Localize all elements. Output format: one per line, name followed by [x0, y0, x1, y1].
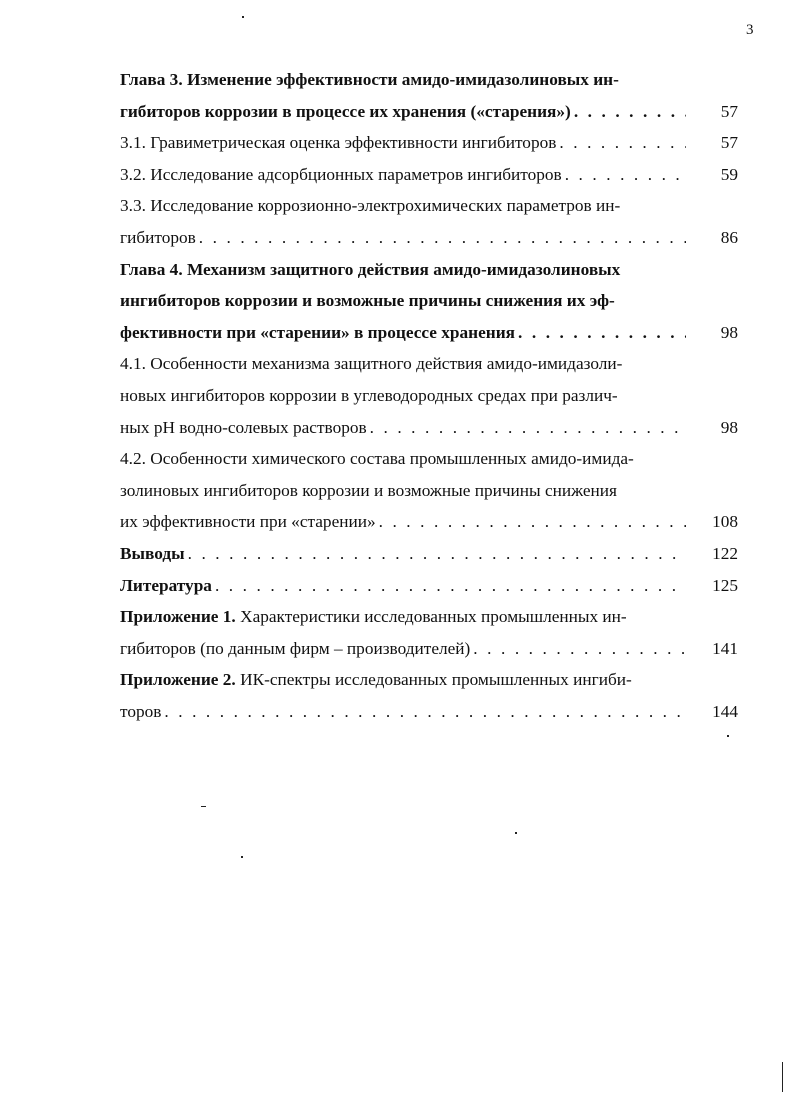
toc-page-number: 98 — [720, 417, 738, 437]
toc-page-number: 57 — [720, 133, 738, 153]
table-of-contents — [120, 70, 738, 733]
toc-line — [120, 670, 738, 702]
toc-entry-text: ИК-спектры исследованных промышленных ингиби- — [235, 670, 632, 690]
toc-line — [120, 70, 738, 102]
toc-page-number: 59 — [720, 164, 738, 184]
toc-line — [120, 544, 738, 576]
toc-line — [120, 291, 738, 323]
toc-line — [120, 512, 738, 544]
toc-line — [120, 702, 738, 734]
toc-entry-text: фективности при «старении» в процессе хранения — [120, 322, 516, 342]
toc-entry-text: гибиторов коррозии в процессе их хранения («старения») — [120, 101, 571, 121]
toc-entry-text: Литература — [120, 575, 212, 595]
toc-entry-appendix-2[interactable] — [120, 670, 738, 733]
toc-entry-text: гибиторов — [120, 227, 196, 247]
toc-entry-text: золиновых ингибиторов коррозии и возможные причины снижения — [120, 480, 617, 500]
dot-leader — [518, 323, 686, 343]
toc-entry-text: новых ингибиторов коррозии в углеводородных средах при различ- — [120, 385, 618, 405]
toc-entry-section-3-2[interactable] — [120, 165, 738, 197]
toc-entry-text: Характеристики исследованных промышленных ин- — [235, 607, 627, 627]
scan-speck — [242, 16, 244, 18]
dot-leader — [199, 228, 686, 248]
toc-entry-text: 3.3. Исследование коррозионно-электрохимических параметров ин- — [120, 196, 621, 216]
toc-line — [120, 449, 738, 481]
toc-line — [120, 418, 738, 450]
dot-leader — [574, 102, 686, 122]
dot-leader — [215, 576, 686, 596]
toc-entry-text: ингибиторов коррозии и возможные причины снижения их эф- — [120, 291, 615, 311]
toc-page-number: 86 — [720, 227, 738, 247]
toc-entry-section-4-1[interactable] — [120, 354, 738, 449]
toc-entry-text: Глава 3. Изменение эффективности амидо-имидазолиновых ин- — [120, 70, 619, 89]
toc-line — [120, 639, 738, 671]
toc-entry-text: торов — [120, 701, 162, 721]
toc-entry-appendix-1[interactable] — [120, 607, 738, 670]
toc-line — [120, 165, 738, 197]
scan-speck — [782, 1062, 783, 1092]
toc-entry-chapter-4[interactable] — [120, 260, 738, 355]
toc-line — [120, 133, 738, 165]
toc-page-number: 57 — [720, 101, 738, 121]
toc-entry-chapter-3[interactable] — [120, 70, 738, 133]
toc-entry-text: Выводы — [120, 543, 185, 563]
toc-line — [120, 354, 738, 386]
toc-line — [120, 196, 738, 228]
toc-page-number: 122 — [712, 543, 738, 563]
dot-leader — [473, 639, 686, 659]
dot-leader — [188, 544, 686, 564]
scan-speck — [201, 806, 206, 807]
appendix-label: Приложение 1. — [120, 607, 236, 627]
toc-line — [120, 260, 738, 292]
toc-entry-text: Глава 4. Механизм защитного действия амидо-имидазолиновых — [120, 259, 621, 279]
toc-entry-section-3-1[interactable] — [120, 133, 738, 165]
toc-line — [120, 386, 738, 418]
dot-leader — [559, 133, 686, 153]
toc-line — [120, 102, 738, 134]
toc-entry-text: гибиторов (по данным фирм – производителей) — [120, 638, 471, 658]
page-number: 3 — [746, 22, 754, 38]
toc-line — [120, 576, 738, 608]
toc-line — [120, 481, 738, 513]
toc-line — [120, 323, 738, 355]
dot-leader — [370, 418, 686, 438]
dot-leader — [379, 512, 686, 532]
scan-speck — [727, 735, 729, 737]
toc-page-number: 144 — [712, 701, 738, 721]
toc-entry-text: ных pH водно-солевых растворов — [120, 417, 367, 437]
toc-entry-text: 4.1. Особенности механизма защитного действия амидо-имидазоли- — [120, 354, 623, 374]
toc-page-number: 108 — [712, 512, 738, 532]
toc-entry-section-4-2[interactable] — [120, 449, 738, 544]
toc-page-number: 98 — [720, 322, 738, 342]
toc-page-number: 141 — [712, 638, 738, 658]
toc-page-number: 125 — [712, 575, 738, 595]
toc-entry-text — [120, 607, 627, 627]
toc-entry-conclusions[interactable] — [120, 544, 738, 576]
toc-entry-text: их эффективности при «старении» — [120, 512, 376, 532]
dot-leader — [164, 702, 686, 722]
toc-line — [120, 607, 738, 639]
toc-entry-text: 3.1. Гравиметрическая оценка эффективности ингибиторов — [120, 133, 557, 153]
toc-entry-literature[interactable] — [120, 576, 738, 608]
toc-entry-text — [120, 670, 632, 690]
scan-speck — [515, 832, 517, 834]
toc-entry-text: 3.2. Исследование адсорбционных параметров ингибиторов — [120, 164, 562, 184]
appendix-label: Приложение 2. — [120, 670, 236, 690]
toc-entry-section-3-3[interactable] — [120, 196, 738, 259]
toc-line — [120, 228, 738, 260]
dot-leader — [565, 165, 686, 185]
toc-entry-text: 4.2. Особенности химического состава промышленных амидо-имида- — [120, 449, 634, 469]
scan-speck — [241, 856, 243, 858]
